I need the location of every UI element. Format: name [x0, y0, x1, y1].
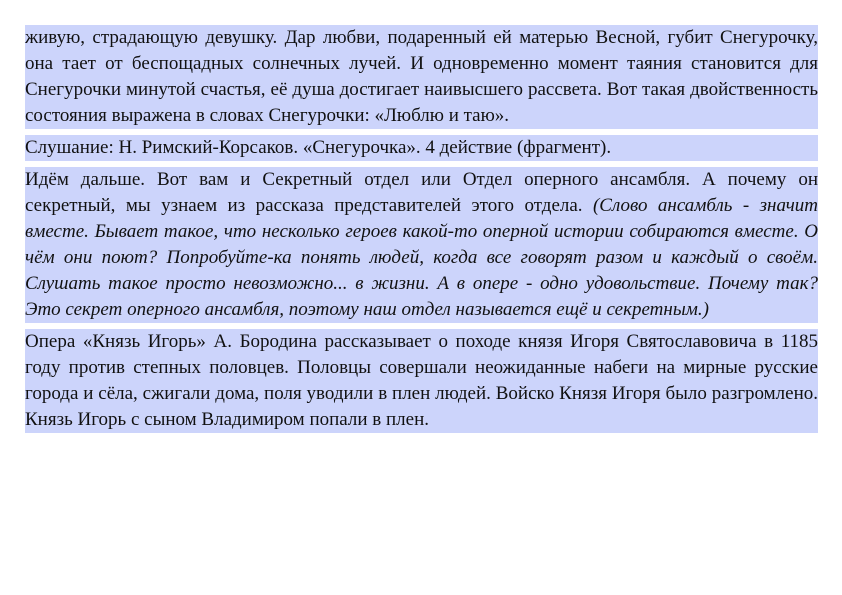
- paragraph-prince-igor: Опера «Князь Игорь» А. Бородина рассказывает о походе князя Игоря Святославовича в 1185 году против степных половцев. Половцы совершали неожиданные набеги на мирные русские города и сёла, сжигали дома, поля уводили в плен людей. Войско Князя Игоря было разгромлено. Князь Игорь с сыном Владимиром попали в плен.: [25, 329, 818, 433]
- paragraph-snegurochka: живую, страдающую девушку. Дар любви, подаренный ей матерью Весной, губит Снегурочку, она тает от беспощадных солнечных лучей. И одновременно момент таяния становится для Снегурочки минутой счастья, её душа достигает наивысшего рассвета. Вот такая двойственность состояния выражена в словах Снегурочки: «Люблю и таю».: [25, 25, 818, 129]
- paragraph-listening: Слушание: Н. Римский-Корсаков. «Снегурочка». 4 действие (фрагмент).: [25, 135, 818, 161]
- paragraph-ensemble-text: Идём дальше. Вот вам и Секретный отдел или Отдел оперного ансамбля. А почему он секретный, мы узнаем из рассказа представителей этого отдела.: [25, 169, 818, 216]
- paragraph-ensemble-italic: (Слово ансамбль - значит вместе. Бывает такое, что несколько героев какой-то оперной истории собираются вместе. О чём они поют? Попробуйте-ка понять людей, когда все говорят разом и каждый о своём. Слушать такое просто невозможно... в жизни. А в опере - одно удовольствие. Почему так? Это секрет оперного ансамбля, поэтому наш отдел называется ещё и секретным.): [25, 195, 818, 320]
- paragraph-ensemble: [25, 167, 818, 323]
- text-block: [25, 25, 818, 433]
